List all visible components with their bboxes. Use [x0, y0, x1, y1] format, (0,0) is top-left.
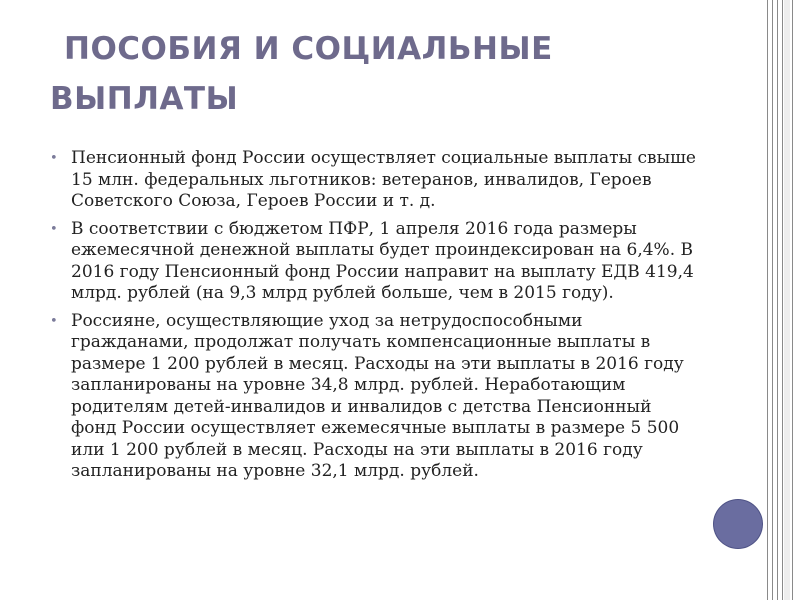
frame-line — [777, 0, 778, 600]
slide-title — [50, 28, 730, 120]
bullet-item — [50, 148, 698, 213]
frame-band — [784, 0, 790, 600]
frame-line — [782, 0, 783, 600]
bullet-text: Россияне, осуществляющие уход за нетрудоспособными гражданами, продолжат получать компенсационные выплаты в размере 1 200 рублей в месяц. Расходы на эти выплаты в 2016 году запланированы на уровне 34,8 млрд. рублей. Неработающим родителям детей-инвалидов и инвалидов с детства Пенсионный фонд России осуществляет ежемесячные выплаты в размере 5 500 или 1 200 рублей в месяц. Расходы на эти выплаты в 2016 году запланированы на уровне 32,1 млрд. рублей. — [71, 310, 684, 481]
slide-content — [50, 148, 698, 489]
frame-line — [767, 0, 768, 600]
bullet-text: Пенсионный фонд России осуществляет социальные выплаты свыше 15 млн. федеральных льготников: ветеранов, инвалидов, Героев Советского Союза, Героев России и т. д. — [71, 148, 696, 211]
bullet-text: В соответствии с бюджетом ПФР, 1 апреля 2016 года размеры ежемесячной денежной выплаты будет проиндексирован на 6,4%. В 2016 году Пенсионный фонд России направит на выплату ЕДВ 419,4 млрд. рублей (на 9,3 млрд рублей больше, чем в 2015 году). — [71, 218, 694, 303]
bullet-icon: • — [50, 221, 58, 237]
bullet-icon: • — [50, 313, 58, 329]
slide-title-line-2: ВЫПЛАТЫ — [50, 81, 239, 117]
slide-title-line-1: ПОСОБИЯ И СОЦИАЛЬНЫЕ — [64, 31, 553, 67]
frame-line — [772, 0, 773, 600]
bullet-item — [50, 219, 698, 305]
bullet-icon: • — [50, 151, 58, 166]
frame-line — [792, 0, 793, 600]
bullet-list — [50, 148, 698, 483]
decorative-circle — [714, 500, 762, 548]
bullet-item — [50, 311, 698, 483]
